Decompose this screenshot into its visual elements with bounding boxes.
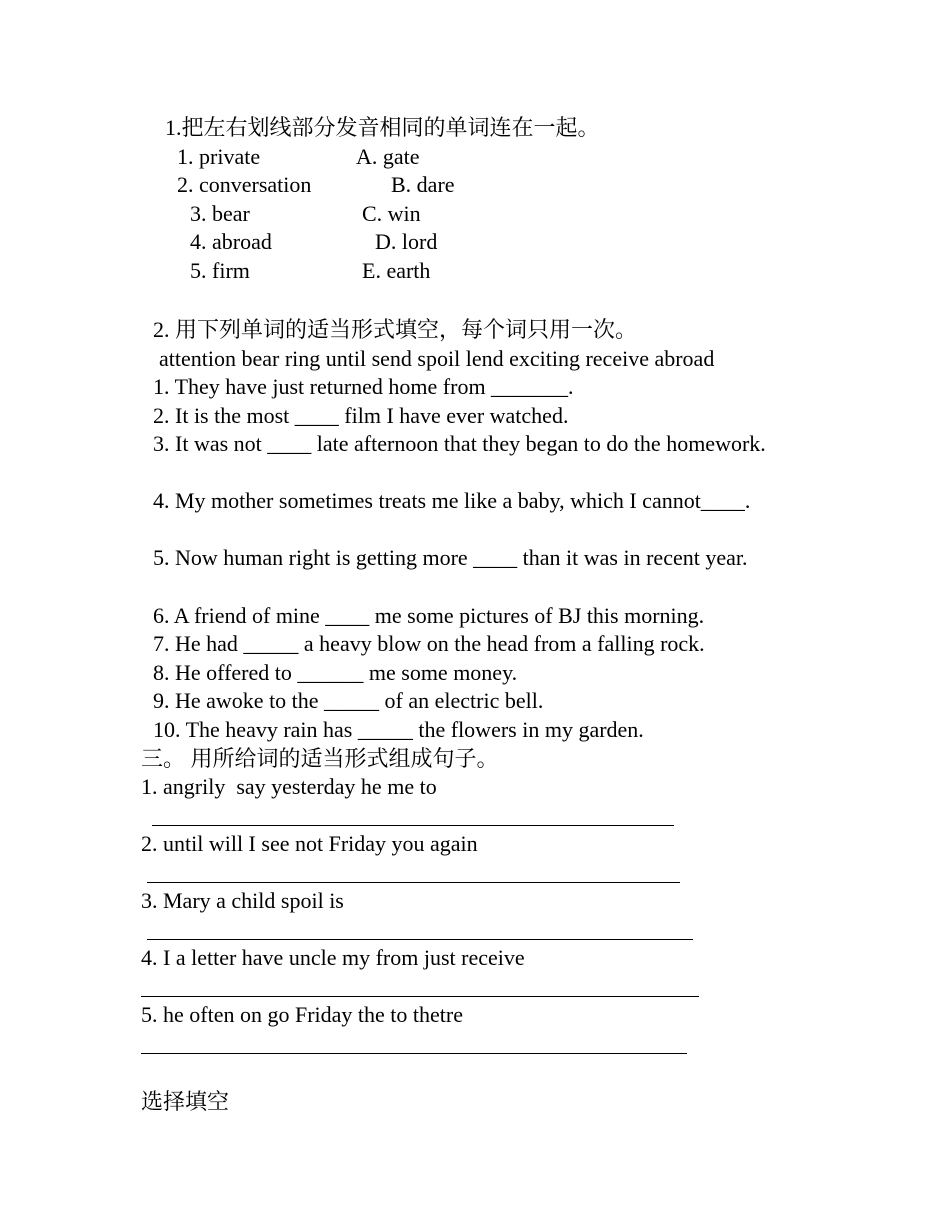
fill-item-7: 7. He had _____ a heavy blow on the head from a falling rock. — [153, 631, 705, 656]
fill-item-8: 8. He offered to ______ me some money. — [153, 660, 518, 685]
answer-line-2 — [147, 882, 680, 883]
fill-item-5: 5. Now human right is getting more ____ than it was in recent year. — [153, 545, 748, 570]
answer-line-5 — [141, 1053, 687, 1054]
sentence-item-2: 2. until will I see not Friday you again — [141, 831, 478, 856]
answer-line-3 — [147, 939, 693, 940]
answer-line-1 — [152, 825, 674, 826]
sentence-item-1: 1. angrily say yesterday he me to — [141, 774, 437, 799]
fill-item-1: 1. They have just returned home from _______. — [153, 374, 574, 399]
fill-item-4: 4. My mother sometimes treats me like a baby, which I cannot____. — [153, 488, 751, 513]
match-right-c: C. win — [362, 201, 421, 226]
match-left-5: 5. firm — [190, 258, 250, 283]
section-3-title: 三。 用所给词的适当形式组成句子。 — [141, 746, 499, 771]
match-left-3: 3. bear — [190, 201, 250, 226]
fill-item-10: 10. The heavy rain has _____ the flowers in my garden. — [153, 717, 644, 742]
fill-item-3: 3. It was not ____ late afternoon that they began to do the homework. — [153, 431, 766, 456]
section-1-title: 1.把左右划线部分发音相同的单词连在一起。 — [165, 115, 600, 140]
section-2-title: 2. 用下列单词的适当形式填空，每个词只用一次。 — [153, 317, 638, 342]
match-left-2: 2. conversation — [177, 172, 312, 197]
answer-line-4 — [141, 996, 699, 997]
sentence-item-4: 4. I a letter have uncle my from just receive — [141, 945, 525, 970]
match-left-1: 1. private — [177, 144, 261, 169]
fill-item-6: 6. A friend of mine ____ me some pictures of BJ this morning. — [153, 603, 705, 628]
match-right-e: E. earth — [362, 258, 431, 283]
match-left-4: 4. abroad — [190, 229, 272, 254]
match-right-a: A. gate — [356, 144, 420, 169]
section-4-title: 选择填空 — [141, 1089, 230, 1114]
match-right-b: B. dare — [391, 172, 455, 197]
sentence-item-5: 5. he often on go Friday the to thetre — [141, 1002, 463, 1027]
sentence-item-3: 3. Mary a child spoil is — [141, 888, 344, 913]
match-right-d: D. lord — [375, 229, 438, 254]
fill-item-9: 9. He awoke to the _____ of an electric bell. — [153, 688, 544, 713]
word-bank: attention bear ring until send spoil lend exciting receive abroad — [159, 346, 715, 371]
fill-item-2: 2. It is the most ____ film I have ever watched. — [153, 403, 569, 428]
